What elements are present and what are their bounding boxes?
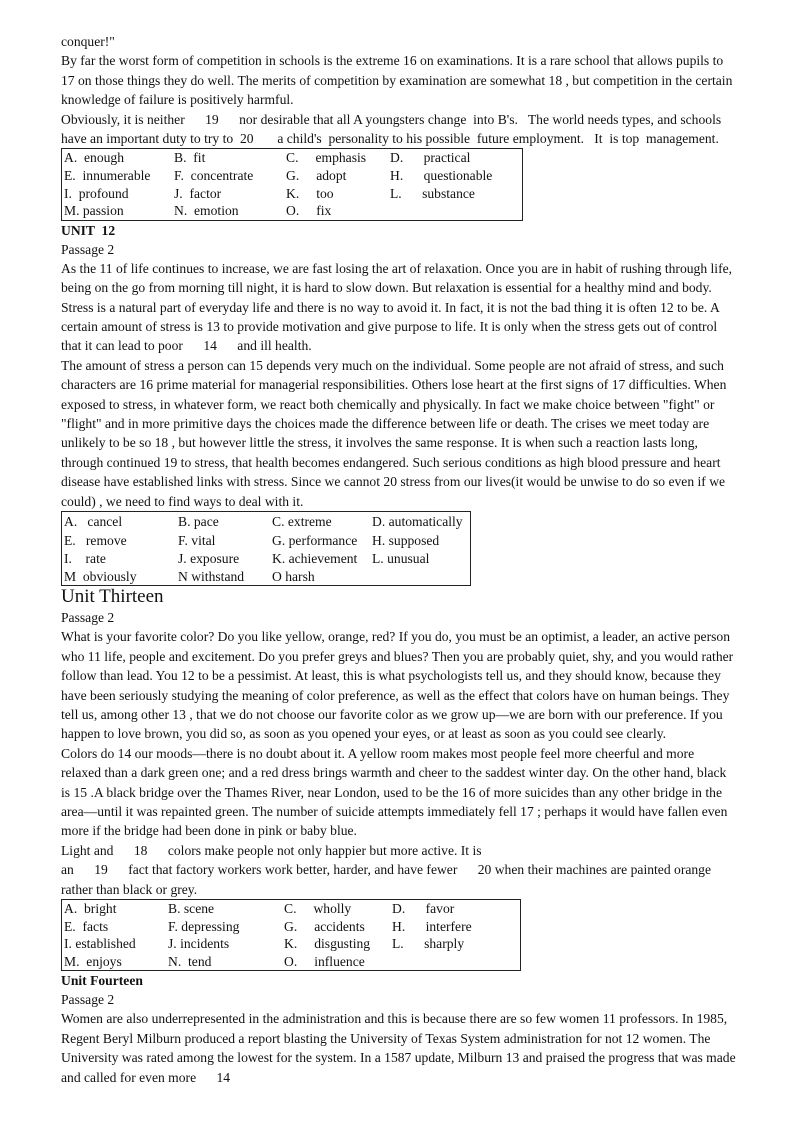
text-line: being on the go from morning till night, it is hard to slow down. But relaxation is essential for a healthy mind and body. — [61, 280, 712, 296]
option-cell: K. disgusting — [284, 936, 371, 952]
text-line: conquer!" — [61, 34, 115, 49]
text-line: that it can lead to poor 14 and ill health. — [61, 338, 312, 354]
option-cell: J. exposure — [178, 551, 240, 567]
text-line: Women are also underrepresented in the administration and this is because there are so few women 11 professors. In 1985, — [61, 1011, 728, 1027]
document-page — [61, 32, 767, 1087]
option-cell: G. accidents — [284, 918, 365, 934]
unit14-passage-label: Passage 2 — [61, 992, 115, 1008]
option-cell: D. favor — [392, 900, 455, 916]
option-cell — [370, 568, 471, 586]
option-cell: C. wholly — [284, 900, 352, 916]
option-cell: D. practical — [390, 150, 471, 166]
text-line: relaxed than a dark green one; and a red dress brings warmth and cheer to the saddest winter day. On the other hand, black — [61, 765, 727, 781]
text-line: By far the worst form of competition in schools is the extreme 16 on examinations. It is a rare school that allows pupils to — [61, 53, 724, 69]
text-line: knowledge of failure is positively harmful. — [61, 92, 294, 108]
option-cell: K. achievement — [272, 551, 358, 567]
text-line: Regent Beryl Milburn produced a report blasting the University of Texas System administration for not 12 women. The — [61, 1030, 711, 1046]
text-line: happen to love brown, you did so, as soon as you opened your eyes, or at least as soon as you could see clearly. — [61, 726, 667, 742]
options-row — [62, 149, 523, 167]
option-cell: E. facts — [64, 918, 109, 934]
option-cell: L. unusual — [372, 551, 430, 567]
text-line: have been seriously studying the meaning of color preference, as well as the effect that colors have on human beings. They — [61, 687, 730, 703]
text-line: tell us, among other 13 , that we do not choose our favorite color as we grow up—we are born with our preference. If you — [61, 706, 723, 722]
options-row — [62, 953, 521, 971]
text-line: follow than lead. You 12 to be a pessimist. At least, this is what psychologists tell us, and they should know, because they — [61, 668, 721, 684]
option-cell: E. remove — [64, 533, 127, 549]
option-cell: B. pace — [178, 514, 219, 530]
option-cell: E. innumerable — [64, 168, 151, 184]
text-line: Light and 18 colors make people not only happier but more active. It is — [61, 842, 482, 858]
option-cell: L. sharply — [392, 936, 465, 952]
unit13-passage — [61, 627, 767, 899]
text-line: more if the bridge had been done in pink or baby blue. — [61, 823, 357, 839]
unit13-title: Unit Thirteen — [61, 586, 164, 608]
text-line: Colors do 14 our moods—there is no doubt about it. A yellow room makes most people feel more cheerful and more — [61, 745, 695, 761]
text-line: Stress is a natural part of everyday life and there is no way to avoid it. In fact, it is not the bad thing it is often 12 to be. A — [61, 299, 720, 315]
option-cell: L. substance — [390, 185, 475, 201]
unit13-passage-label: Passage 2 — [61, 610, 115, 626]
option-cell: G. performance — [272, 533, 358, 549]
unit12-passage-label: Passage 2 — [61, 241, 115, 257]
option-cell: M obviously — [64, 568, 137, 584]
option-cell: K. too — [286, 185, 334, 201]
option-cell: F. depressing — [168, 918, 240, 934]
options-row — [62, 531, 471, 550]
unit11-options-table — [61, 148, 523, 220]
options-row — [62, 512, 471, 532]
option-cell: F. vital — [178, 533, 216, 549]
text-line: who 11 life, people and excitement. Do you prefer greys and blues? Then you are probably quiet, shy, and you would rather — [61, 648, 734, 664]
option-cell: B. fit — [174, 150, 206, 166]
unit12-title: UNIT 12 — [61, 222, 116, 238]
text-line: through continued 19 to stress, that health becomes endangered. Such serious conditions as high blood pressure and heart — [61, 454, 721, 470]
unit12-passage — [61, 259, 767, 511]
option-cell: N. emotion — [174, 203, 239, 219]
options-row — [62, 202, 523, 220]
option-cell: I. profound — [64, 185, 129, 201]
option-cell: B. scene — [168, 900, 215, 916]
option-cell: N. tend — [168, 953, 212, 969]
text-line: area—until it was repainted green. The number of suicide attempts immediately fell 17 ; perhaps it would have fallen even — [61, 803, 728, 819]
option-cell: J. factor — [174, 185, 222, 201]
option-cell: F. concentrate — [174, 168, 254, 184]
text-line: rather than black or grey. — [61, 881, 198, 897]
text-line: could) , we need to find ways to deal with it. — [61, 493, 304, 509]
text-line: is 15 .A black bridge over the Thames River, near London, used to be the 16 of more suicides than any other bridge in the — [61, 784, 722, 800]
option-cell — [388, 202, 523, 220]
option-cell: C. emphasis — [286, 150, 367, 166]
text-line: disease have established links with stress. Since we cannot 20 stress from our lives(it would be unwise to do so even if we — [61, 474, 726, 490]
option-cell: A. enough — [64, 150, 125, 166]
option-cell: M. enjoys — [64, 953, 122, 969]
option-cell: H. questionable — [390, 168, 493, 184]
option-cell: A. bright — [64, 900, 117, 916]
option-cell: I. rate — [64, 551, 106, 567]
options-row — [62, 167, 523, 185]
options-row — [62, 185, 523, 203]
options-row — [62, 918, 521, 936]
text-line: and called for even more 14 — [61, 1069, 231, 1085]
unit11-passage — [61, 32, 767, 148]
option-cell: N withstand — [178, 568, 245, 584]
unit13-options-table — [61, 899, 521, 971]
option-cell: I. established — [64, 936, 136, 952]
option-cell: O. fix — [286, 203, 332, 219]
text-line: The amount of stress a person can 15 depends very much on the individual. Some people are not afraid of stress, and such — [61, 357, 724, 373]
unit12-options-table — [61, 511, 471, 586]
text-line: certain amount of stress is 13 to provide motivation and give purpose to life. It is only when the stress gets out of control — [61, 319, 718, 335]
text-line: exposed to stress, in whatever form, we react both chemically and physically. In fact we make choice between "fight" or — [61, 396, 715, 412]
text-line: Obviously, it is neither 19 nor desirable that all A youngsters change into B's. The world needs types, and schools — [61, 111, 722, 127]
option-cell: M. passion — [64, 203, 124, 219]
unit14-title: Unit Fourteen — [61, 973, 143, 989]
option-cell: C. extreme — [272, 514, 332, 530]
option-cell: O. influence — [284, 953, 365, 969]
text-line: What is your favorite color? Do you like yellow, orange, red? If you do, you must be an optimist, a leader, an active person — [61, 629, 730, 645]
option-cell: H. interfere — [392, 918, 472, 934]
option-cell: D. automatically — [372, 514, 463, 530]
option-cell: J. incidents — [168, 936, 230, 952]
options-row — [62, 568, 471, 586]
text-line: As the 11 of life continues to increase, we are fast losing the art of relaxation. Once you are in habit of rushing through life, — [61, 260, 733, 276]
text-line: 17 on those things they do well. The merits of competition by examination are somewhat 18 , but competition in the certain — [61, 72, 733, 88]
text-line: "flight" and in more primitive days the choices made the difference between life or death. The crises we meet today are — [61, 416, 710, 432]
option-cell: H. supposed — [372, 533, 440, 549]
option-cell: O harsh — [272, 568, 315, 584]
options-row — [62, 899, 521, 917]
options-row — [62, 935, 521, 953]
text-line: University was rated among the lowest for the system. In a 1587 update, Milburn 13 and praised the progress that was made — [61, 1050, 736, 1066]
options-row — [62, 550, 471, 568]
text-line: characters are 16 prime material for managerial responsibilities. Others lose heart at the first signs of 17 difficulties. When — [61, 377, 727, 393]
text-line: an 19 fact that factory workers work better, harder, and have fewer 20 when their machines are painted orange — [61, 862, 712, 878]
unit14-passage — [61, 1009, 767, 1087]
text-line: have an important duty to try to 20 a child's personality to his possible future employment. It is top management. — [61, 131, 719, 147]
option-cell — [390, 953, 521, 971]
option-cell: G. adopt — [286, 168, 347, 184]
text-line: unlikely to be so 18 , but however little the stress, it involves the same response. It is when such a reaction lasts long, — [61, 435, 698, 451]
option-cell: A. cancel — [64, 514, 123, 530]
